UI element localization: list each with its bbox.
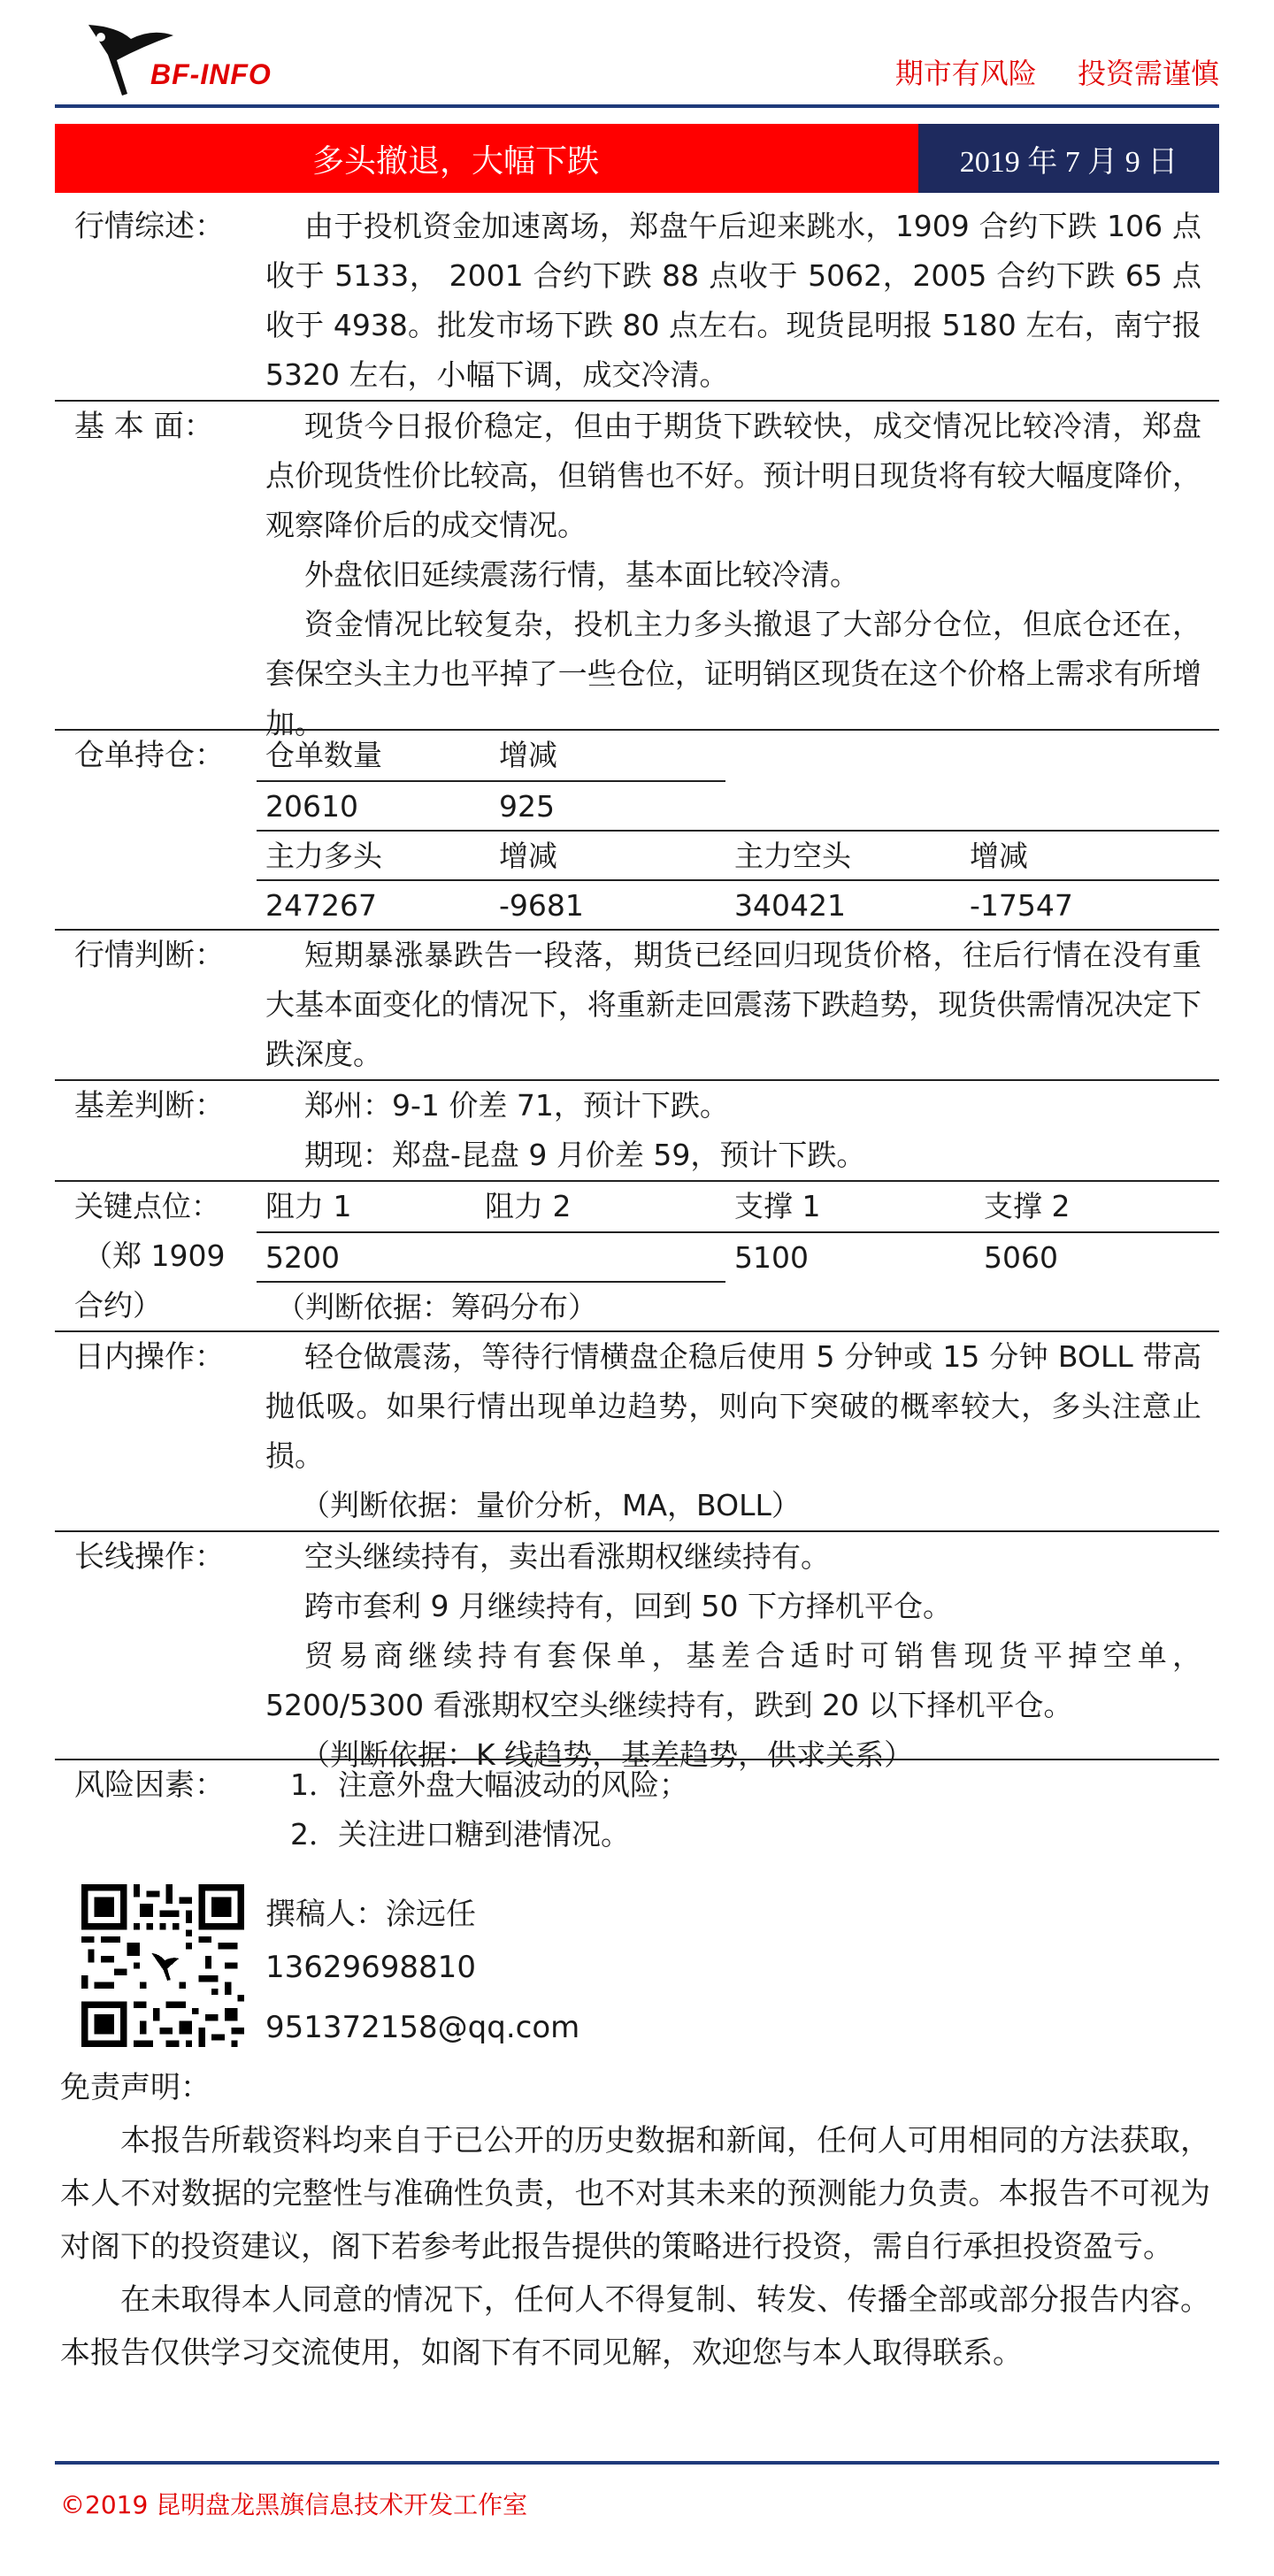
fundamentals-p2: 外盘依旧延续震荡行情，基本面比较冷清。: [304, 557, 859, 592]
long-change-value: -9681: [499, 888, 584, 923]
disclaimer-p2: 在未取得本人同意的情况下，任何人不得复制、转发、传播全部或部分报告内容。本报告仅供学习交流使用，如阁下有不同见解，欢迎您与本人取得联系。: [60, 2282, 1210, 2371]
warehouse-change-value: 925: [499, 789, 555, 824]
disclaimer-title: 免责声明：: [60, 2070, 211, 2105]
intraday-strategy: 轻仓做震荡，等待行情横盘企稳后使用 5 分钟或 15 分钟 BOLL 带高抛低吸。如果行情出现单边趋势，则向下突破的概率较大，多头注意止损。: [265, 1339, 1201, 1473]
intraday-text: [265, 1332, 1201, 1530]
warehouse-receipts-value: 20610: [265, 789, 358, 824]
longterm-label: 长线操作：: [74, 1539, 225, 1575]
disclaimer-p1: 本报告所载资料均来自于已公开的历史数据和新闻，任何人可用相同的方法获取，本人不对数据的完整性与准确性负责，也不对其未来的预测能力负责。本报告不可视为对阁下的投资建议，阁下若参考此报告提供的策略进行投资，需自行承担投资盈亏。: [60, 2123, 1210, 2265]
resistance-2-header: 阻力 2: [485, 1189, 572, 1223]
support-2-header: 支撑 2: [984, 1189, 1071, 1223]
brand-name: BF-INFO: [150, 58, 272, 90]
overview-text: 由于投机资金加速离场，郑盘午后迎来跳水，1909 合约下跌 106 点收于 5133， 2001 合约下跌 88 点收于 5062，2005 合约下跌 65 点收于 4938。批发市场下跌 80 点左右。现货昆明报 5180 左右，南宁报 5320 左右，小幅下调，成交冷清。: [265, 209, 1201, 392]
keypoints-label: 关键点位：: [74, 1189, 220, 1223]
longterm-line-1: 空头继续持有，卖出看涨期权继续持有。: [304, 1539, 830, 1574]
longterm-basis-note: （判断依据：K 线趋势，基差趋势，供求关系）: [301, 1737, 914, 1772]
section-fundamentals: [55, 402, 1219, 740]
short-change-header: 增减: [970, 839, 1028, 873]
basis-line-1: 郑州：9-1 价差 71，预计下跌。: [304, 1088, 729, 1123]
report-date: 2019 年 7 月 9 日: [918, 124, 1219, 193]
risk-line-1: 1．注意外盘大幅波动的风险；: [290, 1767, 688, 1802]
header-rule: [55, 104, 1219, 108]
resistance-1-header: 阻力 1: [265, 1189, 352, 1223]
overview-label: 行情综述：: [74, 209, 225, 244]
risk-label: 风险因素：: [74, 1767, 225, 1803]
qr-code-icon: [81, 1884, 244, 2047]
support-2-value: 5060: [984, 1240, 1058, 1275]
section-risk: [55, 1760, 1219, 1867]
report-title: 多头撤退，大幅下跌: [55, 124, 918, 193]
warehouse-change-header: 增减: [499, 738, 557, 772]
resistance-1-value: 5200: [265, 1240, 340, 1275]
section-positions: [55, 731, 1219, 931]
warehouse-receipts-header: 仓单数量: [265, 738, 382, 772]
longterm-line-3: 贸易商继续持有套保单，基差合适时可销售现货平掉空单，5200/5300 看涨期权空头继续持有，跌到 20 以下择机平仓。: [265, 1638, 1201, 1722]
basis-label: 基差判断：: [74, 1088, 225, 1123]
risk-text: [265, 1760, 1201, 1859]
keypoints-contract: （郑 1909: [83, 1238, 226, 1273]
fundamentals-p1: 现货今日报价稳定，但由于期货下跌较快，成交情况比较冷清，郑盘点价现货性价比较高，但销售也不好。预计明日现货将有较大幅度降价，观察降价后的成交情况。: [265, 409, 1201, 542]
positions-label: 仓单持仓：: [74, 738, 225, 773]
brand-logo: [81, 19, 294, 104]
short-change-value: -17547: [970, 888, 1073, 923]
slogan-caution: 投资需谨慎: [1077, 57, 1219, 90]
header-slogan: [863, 51, 1219, 92]
judgement-text: 短期暴涨暴跌告一段落，期货已经回归现货价格，往后行情在没有重大基本面变化的情况下，将重新走回震荡下跌趋势，现货供需情况决定下跌深度。: [265, 938, 1201, 1071]
footer-rule: [55, 2461, 1219, 2465]
basis-text: [265, 1081, 1201, 1180]
section-intraday: [55, 1332, 1219, 1532]
support-1-value: 5100: [734, 1240, 809, 1275]
long-positions-value: 247267: [265, 888, 377, 923]
section-overview: [55, 202, 1219, 402]
email-address: 951372158@qq.com: [265, 2010, 580, 2045]
basis-line-2: 期现：郑盘-昆盘 9 月价差 59，预计下跌。: [304, 1138, 866, 1172]
short-positions-value: 340421: [734, 888, 846, 923]
disclaimer-body: [60, 2114, 1210, 2380]
intraday-label: 日内操作：: [74, 1339, 225, 1375]
fundamentals-text: [265, 402, 1201, 748]
support-1-header: 支撑 1: [734, 1189, 821, 1223]
longterm-text: [265, 1532, 1201, 1780]
long-change-header: 增减: [499, 839, 557, 873]
keypoints-contract-suffix: 合约）: [74, 1288, 162, 1322]
author: 撰稿人：涂远任: [265, 1897, 476, 1932]
short-positions-header: 主力空头: [734, 839, 851, 873]
risk-line-2: 2．关注进口糖到港情况。: [290, 1817, 630, 1852]
fundamentals-label: 基 本 面：: [74, 409, 214, 444]
intraday-basis-note: （判断依据：量价分析，MA，BOLL）: [301, 1488, 801, 1522]
long-positions-header: 主力多头: [265, 839, 382, 873]
phone-number: 13629698810: [265, 1950, 476, 1985]
section-keypoints: [55, 1182, 1219, 1332]
judgement-label: 行情判断：: [74, 938, 225, 973]
section-longterm: [55, 1532, 1219, 1772]
footer-copyright: ©2019 昆明盘龙黑旗信息技术开发工作室: [60, 2490, 528, 2519]
longterm-line-2: 跨市套利 9 月继续持有，回到 50 下方择机平仓。: [304, 1589, 952, 1623]
section-basis: [55, 1081, 1219, 1182]
slogan-risk: 期市有风险: [894, 57, 1037, 90]
keypoints-basis-note: （判断依据：筹码分布）: [276, 1290, 597, 1324]
section-judgement: [55, 931, 1219, 1081]
fundamentals-p3: 资金情况比较复杂，投机主力多头撤退了大部分仓位，但底仓还在，套保空头主力也平掉了一些仓位，证明销区现货在这个价格上需求有所增加。: [265, 607, 1201, 740]
report-banner: [55, 124, 1219, 193]
